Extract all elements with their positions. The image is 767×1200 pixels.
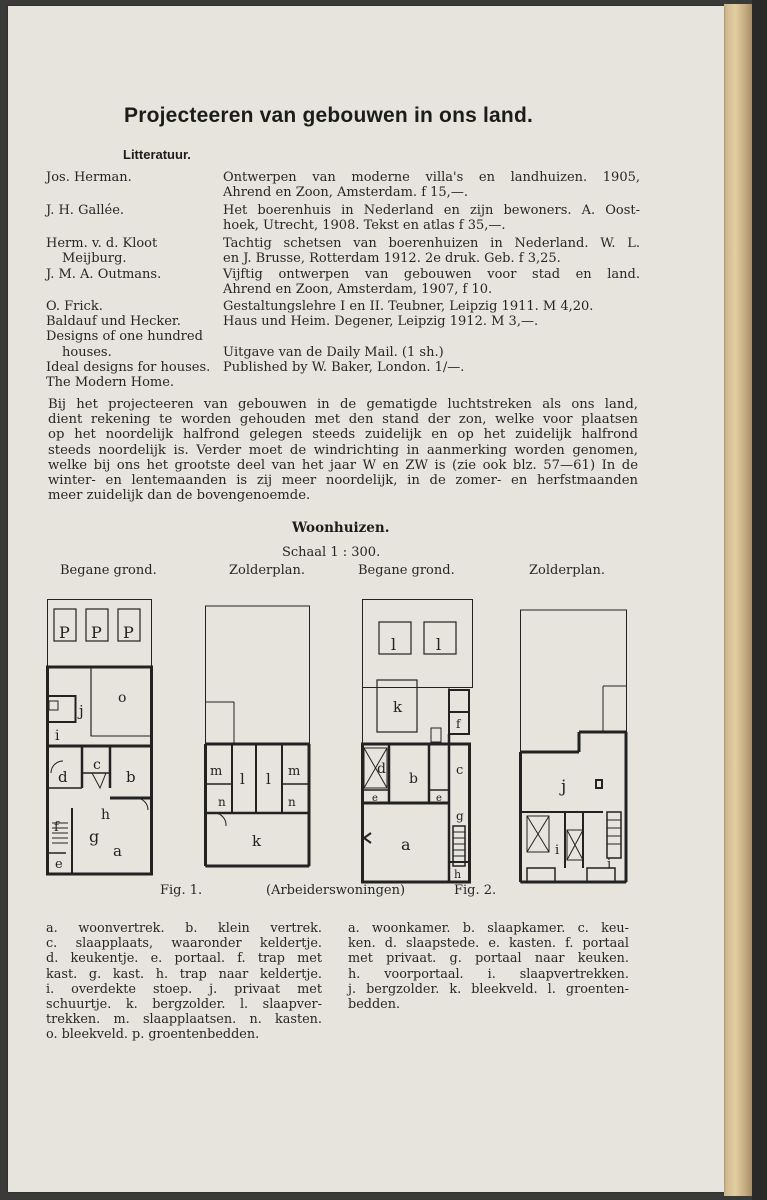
plan-letter: e	[436, 793, 442, 804]
floorplan-fig2-ground	[361, 598, 475, 884]
legend-line: schuurtje. k. bergzolder. l. slaapver-	[46, 997, 322, 1013]
plan-letter: b	[126, 768, 136, 786]
fig1-label: Fig. 1.	[160, 883, 203, 898]
plan-letter: m	[288, 764, 301, 779]
lit-author: houses.	[62, 345, 112, 360]
literature-heading: Litteratuur.	[123, 147, 191, 162]
plan-letter: a	[401, 835, 411, 854]
legend-line: kast. g. kast. h. trap naar keldertje.	[46, 966, 322, 982]
plan-letter: P	[123, 623, 134, 642]
legend-line: trekken. m. slaapplaatsen. n. kasten.	[46, 1012, 322, 1028]
lit-author: Herm. v. d. Kloot	[46, 236, 158, 251]
lit-author: Ideal designs for houses.	[46, 360, 211, 375]
plan-letter: a	[113, 842, 122, 860]
lit-text: Published by W. Baker, London. 1/—.	[223, 360, 465, 375]
plan-label: Zolderplan.	[529, 563, 605, 578]
lit-author: Designs of one hundred	[46, 329, 203, 344]
plan-letter: c	[456, 763, 464, 778]
plan-letter: P	[91, 623, 102, 642]
legend-line: a. woonkamer. b. slaapkamer. c. keu-	[348, 921, 629, 936]
legend-line: a. woonvertrek. b. klein vertrek.	[46, 921, 322, 936]
legend-line: d. keukentje. e. portaal. f. trap met	[46, 951, 322, 967]
para-line: dient rekening te worden gehouden met den stand der zon, welke voor plaatsen	[48, 412, 638, 428]
lit-text: en J. Brusse, Rotterdam 1912. 2e druk. Geb. f 3,25.	[223, 251, 561, 266]
lit-text: Haus und Heim. Degener, Leipzig 1912. M 3,—.	[223, 314, 539, 329]
plan-letter: h	[454, 868, 462, 881]
plan-label: Begane grond.	[358, 563, 455, 578]
lit-text: Ontwerpen van moderne villa's en landhuizen. 1905,	[223, 170, 640, 185]
lit-text: Ahrend en Zoon, Amsterdam. f 15,—.	[223, 185, 468, 200]
floorplan-fig2-attic	[519, 602, 631, 884]
para-line: op het noordelijk halfrond gelegen steeds zuidelijk en op het zuidelijk halfrond	[48, 427, 638, 443]
plan-letter: i	[55, 728, 60, 744]
legend-line: bedden.	[348, 997, 401, 1013]
plan-letter: f	[54, 820, 59, 835]
plan-label: Begane grond.	[60, 563, 157, 578]
plan-letter: c	[93, 757, 101, 773]
lit-author: O. Frick.	[46, 299, 103, 314]
lit-author: The Modern Home.	[46, 375, 175, 390]
para-line: welke bij ons het grootste deel van het jaar W en ZW is (zie ook blz. 57—61) In de	[48, 457, 638, 473]
plan-letter: n	[218, 795, 226, 809]
plan-letter: l	[436, 635, 442, 654]
fig2-label: Fig. 2.	[454, 883, 497, 898]
plan-letter: d	[58, 768, 68, 786]
legend-line: met privaat. g. portaal naar keuken.	[348, 951, 629, 967]
plan-letter: m	[210, 764, 223, 779]
woonhuizen-heading: Woonhuizen.	[292, 520, 390, 536]
lit-author: Jos. Herman.	[46, 170, 132, 185]
book-page	[8, 6, 724, 1192]
plan-letter: g	[89, 827, 100, 846]
plan-letter: l	[391, 635, 397, 654]
legend-line: ken. d. slaapstede. e. kasten. f. portaal	[348, 936, 629, 952]
legend-line: c. slaapplaats, waaronder keldertje.	[46, 936, 322, 952]
scale-label: Schaal 1 : 300.	[282, 545, 381, 560]
para-line: Bij het projecteeren van gebouwen in de gematigde luchtstreken als ons land,	[48, 397, 638, 412]
para-line: meer zuidelijk dan de bovengenoemde.	[48, 488, 311, 504]
plan-letter: i	[607, 857, 612, 872]
plan-letter: i	[555, 843, 560, 858]
lit-text: Ahrend en Zoon, Amsterdam, 1907, f 10.	[223, 282, 493, 297]
fig-caption: (Arbeiderswoningen)	[266, 883, 406, 898]
plan-letter: e	[55, 857, 63, 872]
body-paragraph	[48, 397, 638, 503]
plan-letter: e	[372, 793, 378, 804]
para-line: steeds noordelijk is. Verder moet de windrichting in aanmerking worden genomen,	[48, 442, 638, 458]
plan-letter: o	[118, 690, 127, 706]
legend-line: j. bergzolder. k. bleekveld. l. groenten-	[348, 981, 629, 997]
lit-text: Het boerenhuis in Nederland en zijn bewoners. A. Oost-	[223, 203, 640, 218]
plan-letter: n	[288, 795, 296, 809]
floorplan-fig1-attic	[204, 598, 312, 870]
lit-author: Baldauf und Hecker.	[46, 314, 181, 329]
lit-text: hoek, Utrecht, 1908. Tekst en atlas f 35,—.	[223, 218, 506, 233]
legend-line: o. bleekveld. p. groentenbedden.	[46, 1027, 260, 1043]
lit-text: Tachtig schetsen van boerenhuizen in Nederland. W. L.	[223, 236, 640, 251]
lit-author: J. M. A. Outmans.	[46, 267, 162, 282]
page-title: Projecteeren van gebouwen in ons land.	[124, 104, 534, 127]
plan-label: Zolderplan.	[229, 563, 305, 578]
lit-author: Meijburg.	[62, 251, 127, 266]
plan-letter: l	[240, 770, 245, 788]
para-line: winter- en lentemaanden is zij meer noordelijk, in de zomer- en herfstmaanden	[48, 473, 638, 489]
plan-letter: l	[266, 770, 271, 788]
floorplan-fig1-ground	[46, 598, 154, 876]
plan-letter: b	[409, 771, 418, 787]
legend-line: i. overdekte stoep. j. privaat met	[46, 981, 322, 997]
plan-letter: d	[377, 761, 386, 777]
lit-text: Uitgave van de Daily Mail. (1 sh.)	[223, 345, 444, 360]
lit-author: J. H. Gallée.	[46, 203, 125, 218]
plan-letter: h	[101, 807, 111, 823]
legend-left	[46, 921, 322, 1043]
legend-right	[348, 921, 629, 1012]
book-background	[752, 0, 767, 1200]
plan-letter: P	[59, 623, 70, 642]
lit-text: Vijftig ontwerpen van gebouwen voor stad en land.	[223, 267, 640, 282]
plan-letter: j	[561, 777, 567, 797]
plan-letter: k	[393, 698, 403, 716]
plan-letter: f	[456, 717, 461, 731]
page-edges	[724, 4, 752, 1196]
lit-text: Gestaltungslehre I en II. Teubner, Leipzig 1911. M 4,20.	[223, 299, 594, 314]
plan-letter: k	[252, 832, 262, 850]
plan-letter: g	[456, 809, 464, 823]
legend-line: h. voorportaal. i. slaapvertrekken.	[348, 966, 629, 982]
plan-letter: j	[79, 702, 84, 720]
